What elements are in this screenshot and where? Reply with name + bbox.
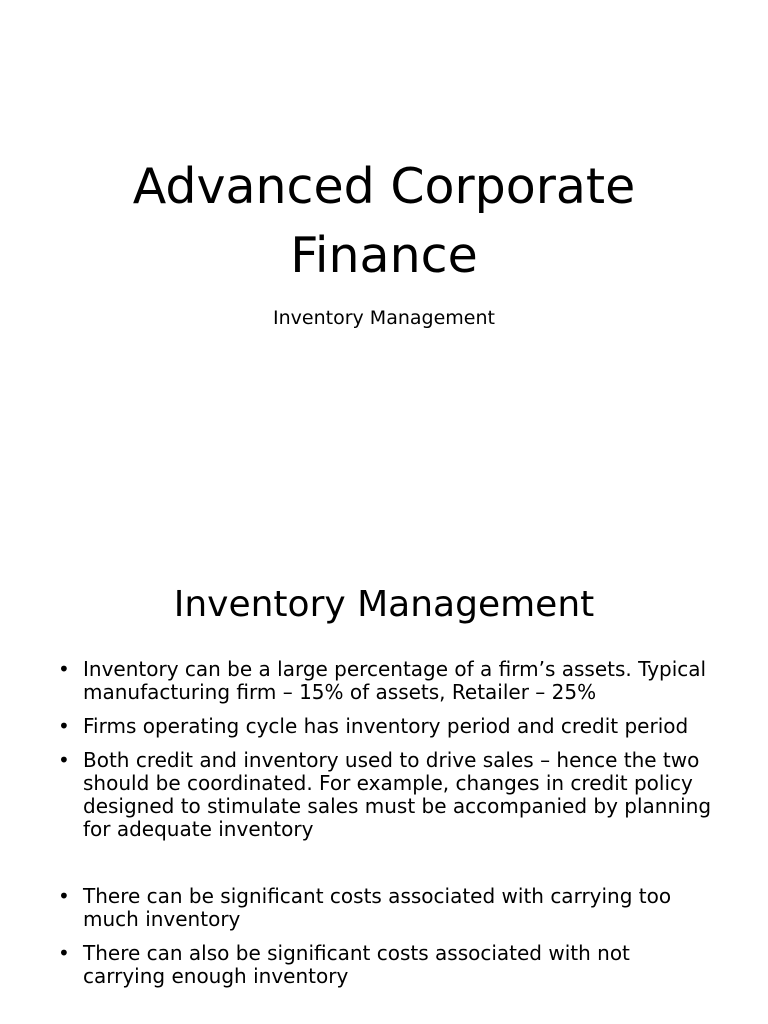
content-slide-title: Inventory Management [173,584,595,625]
bullet-text: Firms operating cycle has inventory period and credit period [83,714,689,738]
bullet-item [58,658,718,704]
slide-subtitle: Inventory Management [273,307,495,329]
content-slide [0,560,768,1024]
bullet-item [58,942,718,988]
slide-title-line-1: Advanced Corporate [132,158,636,215]
bullet-list [58,658,718,999]
bullet-text: Both credit and inventory used to drive sales – hence the two should be coordinated. For example, changes in credit policy designed to stimulate sales must be accompanied by planning for adequate inventory [83,748,712,841]
bullet-text: Inventory can be a large percentage of a firm’s assets. Typical manufacturing firm – 15% of assets, Retailer – 25% [83,657,707,704]
bullet-dot-icon: • [58,657,70,681]
bullet-dot-icon: • [58,941,70,965]
bullet-item [58,749,718,841]
bullet-text: There can be significant costs associated with carrying too much inventory [83,884,672,931]
bullet-dot-icon: • [58,748,70,772]
slide-title [0,152,768,290]
bullet-dot-icon: • [58,884,70,908]
bullet-item [58,715,718,738]
slide-title-line-2: Finance [290,227,478,284]
bullet-text: There can also be significant costs associated with not carrying enough inventory [83,941,630,988]
bullet-item [58,885,718,931]
bullet-dot-icon: • [58,714,70,738]
